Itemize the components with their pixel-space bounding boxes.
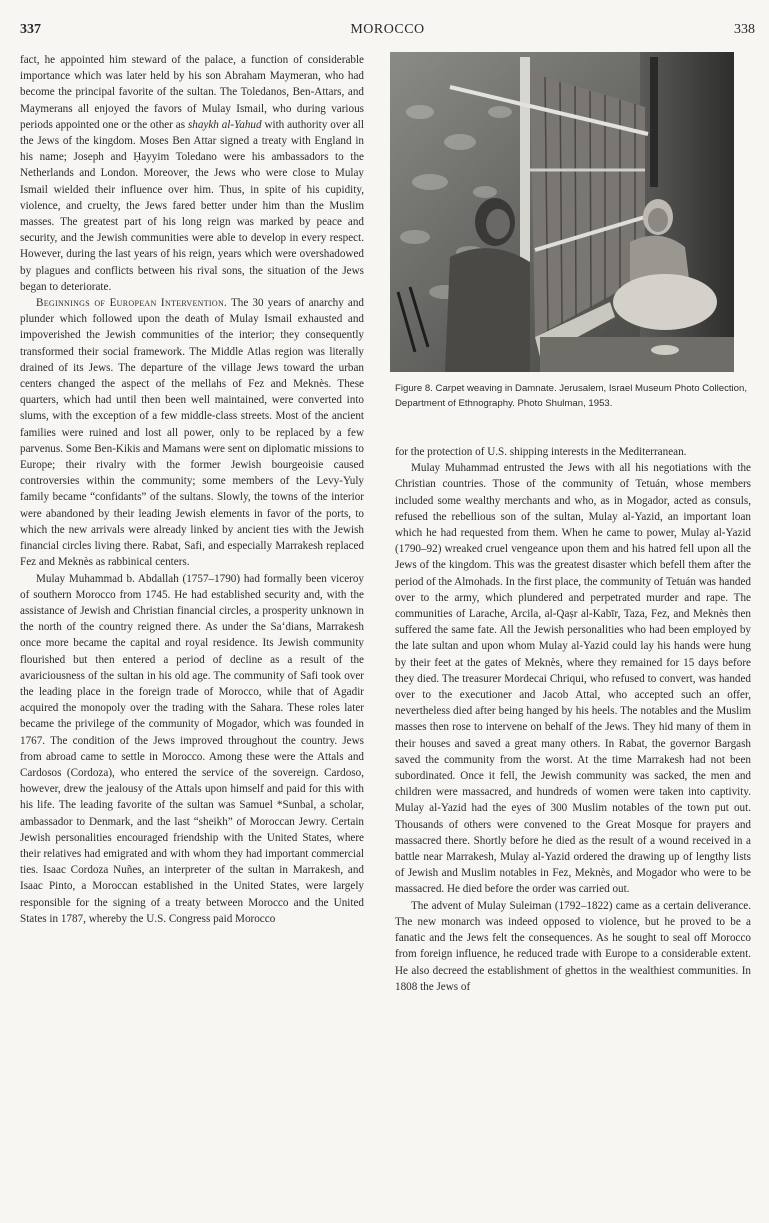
paragraph: for the protection of U.S. shipping interests in the Mediterranean. bbox=[395, 446, 687, 458]
carpet-weaving-photo bbox=[390, 52, 734, 372]
running-title: MOROCCO bbox=[350, 22, 425, 37]
right-column bbox=[395, 444, 751, 995]
paragraph: fact, he appointed him steward of the palace, a function of considerable importance which was later held by his son Abraham Maymeran, who had become the principal favorite of the sultan. The Toledanos, Ben-Attars, and Maymerans all enjoyed the favors of Mulay Ismail, who during various periods appointed one or the other as shaykh al-Yahud with authority over all the Jews of the kingdom. Moses Ben Attar signed a treaty with England in his name; Joseph and Ḥayyim Toledano were his ambassadors to the Netherlands and London. Moreover, the Jews who were close to Mulay Ismail wielded their influence over him. Thus, in spite of his cupidity, violence, and cruelty, the Jews fared better under him than the Muslim masses. The greatest part of his long reign was marked by peace and security, and the Jewish communities were able to develop in every respect. However, during the last years of his reign, years which were overshadowed by plagues and conflicts between his rival sons, the situation of the Jews began to deteriorate. bbox=[20, 54, 364, 293]
paragraph: Mulay Muhammad b. Abdallah (1757–1790) had formally been viceroy of southern Morocco from 1745. He had established security and, with the assistance of Jewish and Christian financial circles, a prosperity unknown in the north of the country reigned there. As under the Sa‘dians, Marrakesh once more became the capital and royal residence. Its Jewish community flourished but then entered a period of decline as a result of the avariciousness of the sultan in his old age. The community of Safi took over the leading place in the foreign trade of Morocco, while that of Agadir acquired the monopoly over the trading with the Sahara. These roles later became the privilege of the community of Mogador, which was founded in 1767. The condition of the Jews improved throughout the country. Jews from abroad came to settle in Morocco. Among these were the Attals and Cardosos (Cordoza), who entered the service of the sovereign. Cardoso, however, drew the jealousy of the Attals upon himself and paid for this with his life. The leading favorite of the sultan was Samuel *Sunbal, a scholar, ambassador to Denmark, and the last “sheikh” of Moroccan Jewry. Certain Jewish personalities encouraged friendship with the United States, where their relatives had emigrated and with whom they had important commercial ties. Isaac Cordoza Nuñes, an interpreter of the sultan in Marrakesh, and Isaac Pinto, a Moroccan established in the United States, were largely responsible for the signing of a treaty between Morocco and the United States in 1787, whereby the U.S. Congress paid Morocco bbox=[20, 572, 364, 925]
paragraph: The advent of Mulay Suleiman (1792–1822) came as a certain deliverance. The new monarch was indeed opposed to violence, but he proved to be a fanatic and the Jews felt the consequences. As he sought to seal off Morocco from foreign influence, he reduced trade with Europe to a considerable extent. He also decreed the establishment of ghettos in the wealthiest communities. In 1808 the Jews of bbox=[395, 899, 751, 993]
paragraph: Mulay Muhammad entrusted the Jews with all his negotiations with the Christian countries. Those of the community of Tetuán, whose members included some wealthy merchants and who, as in Mogador, acted as consuls, refused the rebellious son of the sultan, Mulay al-Yazid, an important loan which he had requested from them. When he came to power, Mulay al-Yazid (1790–92) wreaked cruel vengeance upon them and his hatred fell upon all the Jews of the kingdom. This was the greatest disaster which befell them after the period of the Almohads. In the first place, the community of Tetuán was handed over to the army, which plundered and perpetrated murder and rape. The communities of Larache, Arcila, al-Qaṣr al-Kabīr, Taza, Fez, and Meknès then suffered the same fate. All the Jewish personalities who had been employed by the late sultan and upon whom Mulay al-Yazid could lay his hands were hung by their feet at the gates of Meknès, where they remained for 15 days before they died. The treasurer Mordecai Chriqui, who refused to convert, was handed over to the executioner and Jacob Attal, who accepted such an offer, nevertheless died after being hanged by his heels. The notables and the Muslim masses then rose to intervene on behalf of the Jews. They hid many of them in their houses and saved a great many others. In Rabat, the governor Bargash saved the community from the worst. At the time Marrakesh had not been subordinated. Once it fell, the Jewish community was sacked, the men and children were massacred, and hundreds of women were taken into captivity. Mulay al-Yazid had the eyes of 300 Muslim notables of the town put out. Thousands of others were convened to the Great Mosque for prayers and massacred there. Shortly before he died as the result of a wound received in a battle near Marrakesh, Mulay al-Yazid ordered the drawing up of lengthy lists of Jewish and Muslim notables in Fez, Meknès, and Mogador who were to be massacred. He died before the order was carried out. bbox=[395, 462, 751, 896]
paragraph: Beginnings of European Intervention. The 30 years of anarchy and plunder which followed upon the death of Mulay Ismail exhausted and impoverished the Jewish communities of the interior; they consequently transformed their social framework. The Middle Atlas region was literally drained of its Jews. The departure of the village Jews toward the urban centers changed the aspect of the mellahs of Fez and Meknès. These quarters, which had until then been well maintained, were converted into slums, with the exception of a few middle-class streets. Most of the ancient families were ruined and lost all power, only to be replaced by a few parvenus. Some Ben-Kikis and Mamans were sent on diplomatic missions to Europe; their rivalry with the former Jewish bourgeoisie caused controversies within the community; some members of the Levy-Yuly family became “confidants” of the sultans. Slowly, the towns of the interior were abandoned by their leading Jewish elements in favor of the ports, to which the new arrivals were already linked by ancient ties with the Jewish financial circles living there. Rabat, Safi, and especially Marrakesh replaced Fez and Meknès as rabbinical centers. bbox=[20, 297, 364, 569]
page-number-right: 338 bbox=[734, 22, 755, 37]
page-header bbox=[20, 22, 755, 42]
figure-photo bbox=[390, 52, 734, 372]
figure-caption: Figure 8. Carpet weaving in Damnate. Jerusalem, Israel Museum Photo Collection, Department of Ethnography. Photo Shulman, 1953. bbox=[395, 383, 747, 409]
page-number-left: 337 bbox=[20, 22, 41, 37]
section-heading: Beginnings of European Intervention. bbox=[36, 297, 228, 310]
italic-term: shaykh al-Yahud bbox=[187, 118, 262, 131]
left-column bbox=[20, 52, 364, 927]
